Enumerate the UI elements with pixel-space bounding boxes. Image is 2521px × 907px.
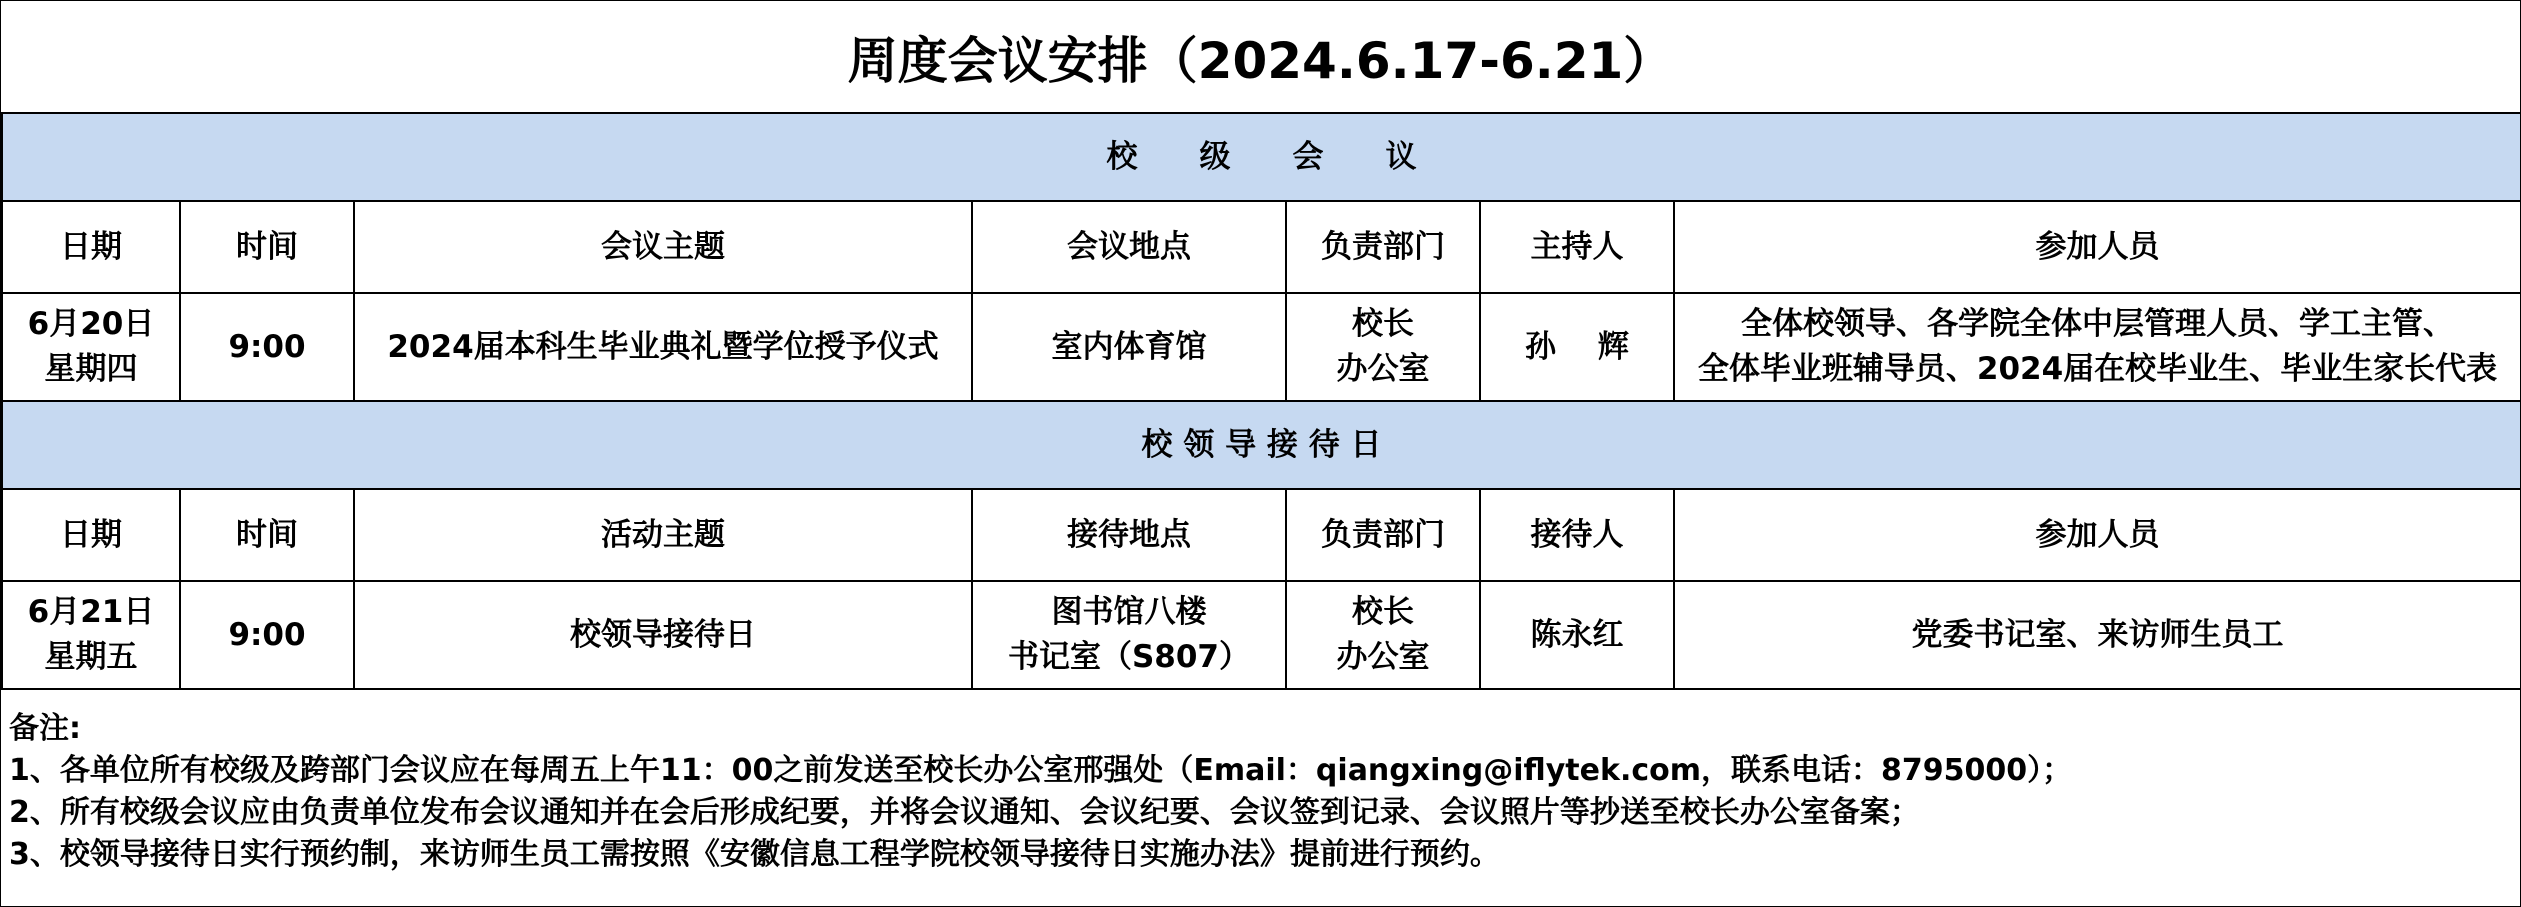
column-header-date: 日期 [2,201,180,293]
column-header-date: 日期 [2,489,180,581]
column-header-activity-topic: 活动主题 [354,489,972,581]
host-cell: 孙 辉 [1480,293,1674,401]
notes-label: 备注: [9,711,81,746]
section-heading-school-meetings: 校 级 会 议 [2,113,2521,201]
participants-line: 全体校领导、各学院全体中层管理人员、学工主管、 [1741,306,2455,343]
date-cell [2,293,180,401]
section-row-reception-day [2,401,2521,489]
column-header-participants: 参加人员 [1674,201,2521,293]
column-header-department: 负责部门 [1286,201,1480,293]
location-cell: 室内体育馆 [972,293,1286,401]
note-item: 2、所有校级会议应由负责单位发布会议通知并在会后形成纪要，并将会议通知、会议纪要、会议签到记录、会议照片等抄送至校长办公室备案； [9,795,1920,830]
topic-cell: 校领导接待日 [354,581,972,689]
topic-cell: 2024届本科生毕业典礼暨学位授予仪式 [354,293,972,401]
header-row-reception-day [2,489,2521,581]
participants-cell: 党委书记室、来访师生员工 [1674,581,2521,689]
department-line: 校长 [1352,306,1414,343]
note-item: 3、校领导接待日实行预约制，来访师生员工需按照《安徽信息工程学院校领导接待日实施办法》提前进行预约。 [9,837,1500,872]
section-row-school-meetings [2,113,2521,201]
date-cell [2,581,180,689]
location-line: 图书馆八楼 [1051,594,1207,631]
column-header-time: 时间 [180,201,354,293]
department-line: 办公室 [1336,639,1430,675]
column-header-participants: 参加人员 [1674,489,2521,581]
schedule-table [1,112,2521,690]
time-cell: 9:00 [180,293,354,401]
department-line: 校长 [1352,594,1414,631]
receiver-cell: 陈永红 [1480,581,1674,689]
column-header-topic: 会议主题 [354,201,972,293]
date-value: 6月21日 [27,594,155,631]
date-value: 6月20日 [27,306,155,343]
location-cell [972,581,1286,689]
notes-section [1,694,2520,906]
note-item: 1、各单位所有校级及跨部门会议应在每周五上午11：00之前发送至校长办公室邢强处（Email：qiangxing@iflytek.com，联系电话：8795000）； [9,753,2073,788]
column-header-receiver: 接待人 [1480,489,1674,581]
location-line: 书记室（S807） [1007,639,1251,675]
column-header-host: 主持人 [1480,201,1674,293]
header-row-school-meetings [2,201,2521,293]
column-header-reception-location: 接待地点 [972,489,1286,581]
column-header-department: 负责部门 [1286,489,1480,581]
page-title: 周度会议安排（2024.6.17-6.21） [847,31,1674,90]
participants-line: 全体毕业班辅导员、2024届在校毕业生、毕业生家长代表 [1697,351,2498,387]
table-row [2,581,2521,689]
participants-cell [1674,293,2521,401]
column-header-time: 时间 [180,489,354,581]
column-header-location: 会议地点 [972,201,1286,293]
weekday-value: 星期四 [44,351,138,387]
department-line: 办公室 [1336,351,1430,387]
weekday-value: 星期五 [44,639,138,675]
table-row [2,293,2521,401]
department-cell [1286,581,1480,689]
department-cell [1286,293,1480,401]
section-heading-reception-day: 校 领 导 接 待 日 [2,401,2521,489]
time-cell: 9:00 [180,581,354,689]
